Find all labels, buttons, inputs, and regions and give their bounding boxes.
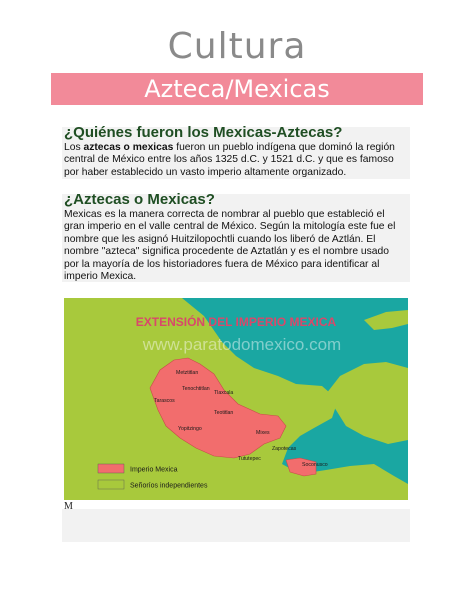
blank-panel bbox=[62, 509, 410, 542]
line-bold-text: aztecas o mexicas bbox=[83, 142, 174, 153]
line-text: Los bbox=[64, 142, 84, 153]
section2-line: gran imperio en el valle central de México. Según la mitología este fue el bbox=[64, 221, 396, 233]
legend-label: Imperio Mexica bbox=[130, 466, 178, 474]
section1-body bbox=[64, 142, 414, 179]
section1-line bbox=[64, 167, 414, 179]
section2-line: imperio Mexica. bbox=[64, 271, 137, 283]
place-label: Mixes bbox=[256, 430, 270, 436]
section2-line: nombre que les asignó Huitzilopochtli cuando los liberó de Aztlán. El bbox=[64, 233, 376, 245]
legend-swatch bbox=[98, 464, 124, 473]
section1-line bbox=[64, 154, 414, 166]
banner-heading: Azteca/Mexicas bbox=[51, 73, 423, 105]
place-label: Tenochtitlan bbox=[182, 386, 210, 392]
section2-body bbox=[64, 209, 414, 283]
place-label: Metztitlan bbox=[176, 370, 199, 376]
footer-mark: M bbox=[64, 501, 73, 512]
document-title: Cultura bbox=[167, 26, 307, 67]
line-text: fueron un pueblo indígena que dominó la región bbox=[173, 142, 395, 153]
place-label: Teotitlan bbox=[214, 410, 234, 416]
section2-line: por la mayoría de los historiadores fuera de México para identificar al bbox=[64, 258, 380, 270]
place-label: Tarascos bbox=[154, 398, 175, 404]
place-label: Yopitzingo bbox=[178, 426, 202, 432]
legend-swatch bbox=[98, 480, 124, 489]
place-label: Tlaxcala bbox=[214, 390, 234, 396]
section2-line: nombre "azteca" significa procedente de Aztatlán y es el nombre usado bbox=[64, 246, 389, 258]
map-title: EXTENSIÓN DEL IMPERIO MEXICA bbox=[135, 315, 337, 329]
place-label: Zapotecas bbox=[272, 446, 297, 452]
empire-map bbox=[64, 298, 408, 500]
line-text: por haber establecido un vasto imperio altamente organizado. bbox=[64, 166, 347, 178]
legend-label: Señoríos independientes bbox=[130, 482, 208, 490]
section2-line: Mexicas es la manera correcta de nombrar al pueblo que estableció el bbox=[64, 209, 385, 220]
place-label: Soconusco bbox=[302, 462, 328, 468]
section1-line bbox=[64, 142, 414, 154]
map-watermark: www.paratodomexico.com bbox=[142, 335, 342, 354]
place-label: Tututepec bbox=[238, 456, 261, 462]
line-text: central de México entre los años 1325 d.C. y 1521 d.C. y que es famoso bbox=[64, 154, 394, 166]
section2-heading: ¿Aztecas o Mexicas? bbox=[64, 191, 215, 208]
section1-heading: ¿Quiénes fueron los Mexicas-Aztecas? bbox=[64, 124, 343, 141]
